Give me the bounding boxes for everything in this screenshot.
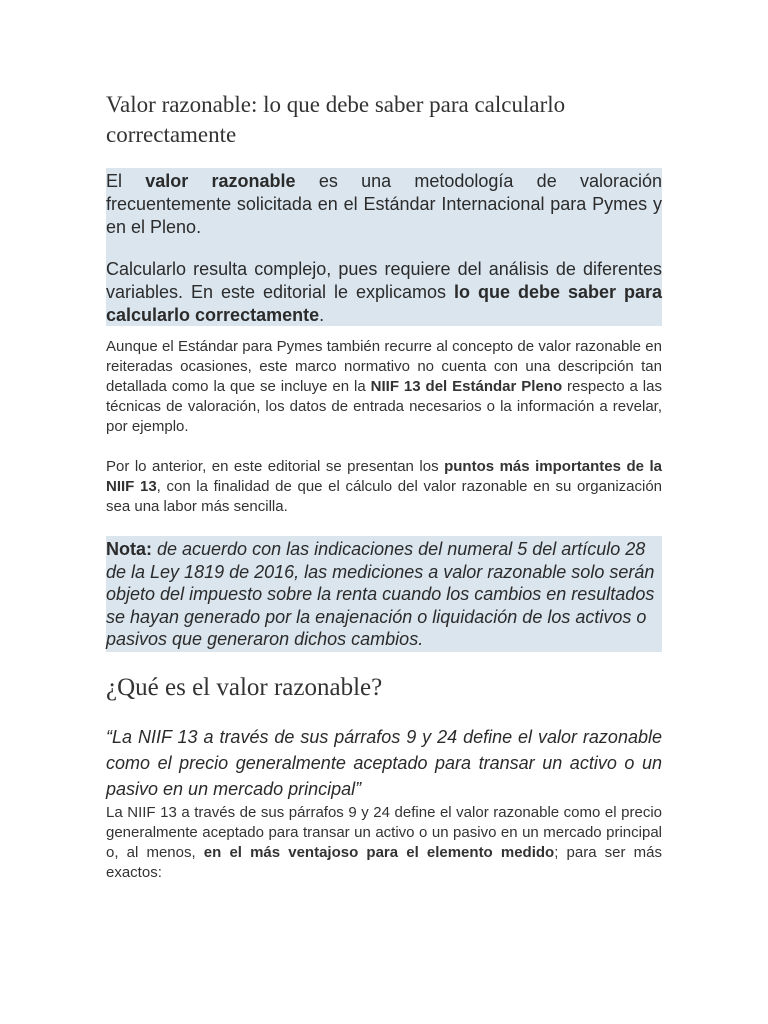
intro-p2-bold: lo que debe saber para calcularlo correctamente (106, 282, 662, 325)
page-title: Valor razonable: lo que debe saber para calcularlo correctamente (106, 92, 566, 147)
intro-paragraph-1 (106, 170, 662, 239)
section-paragraph (106, 803, 662, 883)
body-p1-bold: NIIF 13 del Estándar Pleno (370, 378, 563, 395)
body-p1-text-c: respecto a las técnicas de valoración, los datos de entrada necesarios o la información a revelar, por ejemplo. (106, 378, 662, 435)
intro-p2-text-c: . (319, 305, 325, 325)
section-p-text-a: La NIIF 13 a través de sus párrafos 9 y 24 define el valor razonable como el precio generalmente aceptado para transar un activo o un pasivo en un mercado principal o, al menos, (106, 804, 662, 861)
section-heading: ¿Qué es el valor razonable? (106, 674, 383, 701)
body-p2-text-a: Por lo anterior, en este editorial se presentan los (106, 458, 445, 475)
body-paragraph-1 (106, 337, 662, 437)
section-quote: “La NIIF 13 a través de sus párrafos 9 y 24 define el valor razonable como el precio generalmente aceptado para transar un activo o un pasivo en un mercado principal” (106, 727, 662, 799)
body-p2-text-c: , con la finalidad de que el cálculo del valor razonable en su organización sea una labor más sencilla. (106, 478, 663, 515)
section-p-bold: en el más ventajoso para el elemento medido (203, 844, 555, 861)
note-label: Nota: (106, 539, 152, 559)
intro-p2-text-a: Calcularlo resulta complejo, pues requiere del análisis de diferentes variables. En este editorial le explicamos (106, 259, 662, 302)
body-paragraph-2 (106, 457, 662, 517)
body-p1-text-a: Aunque el Estándar para Pymes también recurre al concepto de valor razonable en reiteradas ocasiones, este marco normativo no cuenta con una descripción tan detallada como la que se incluye en la (106, 338, 662, 395)
intro-paragraph-2 (106, 258, 662, 327)
body-p2-bold: puntos más importantes de la NIIF 13 (106, 458, 662, 495)
intro-p1-text-c: es una metodología de valoración frecuentemente solicitada en el Estándar Internacional para Pymes y en el Pleno. (106, 171, 662, 237)
section-p-text-c: ; para ser más exactos: (106, 844, 662, 881)
intro-p1-bold: valor razonable (145, 171, 296, 191)
intro-p1-text-a: El (106, 171, 146, 191)
note-paragraph (106, 538, 662, 651)
note-text: de acuerdo con las indicaciones del numeral 5 del artículo 28 de la Ley 1819 de 2016, las mediciones a valor razonable solo serán objeto del impuesto sobre la renta cuando los cambios en resultados se hayan generado por la enajenación o liquidación de los activos o pasivos que generaron dichos cambios. (106, 539, 655, 649)
